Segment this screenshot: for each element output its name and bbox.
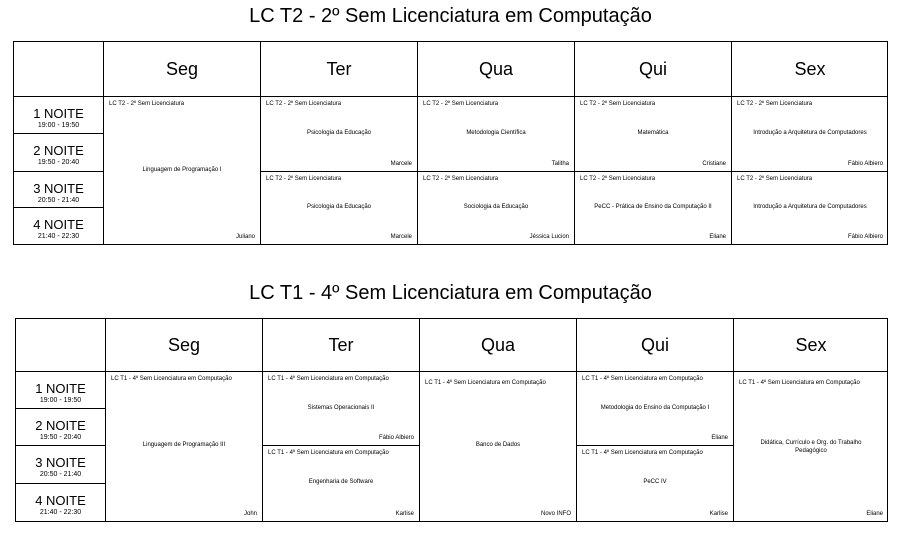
class-header: LC T1 - 4º Sem Licenciatura em Computação [268,450,389,456]
slot-label: 4 NOITE [35,493,86,508]
schedule-grid [13,41,888,245]
slot-label: 2 NOITE [33,143,84,158]
class-header: LC T2 - 2º Sem Licenciatura [266,101,342,107]
day-header-seg: Seg [104,42,261,97]
time-slot [14,172,104,208]
day-header-seg: Seg [106,319,263,372]
class-subject: Engenharia de Software [308,479,374,485]
class-block[interactable] [577,372,734,446]
slot-time: 20:50 - 21:40 [37,197,80,204]
time-slot [16,484,106,521]
slot-label: 1 NOITE [35,381,86,396]
class-header: LC T2 - 2º Sem Licenciatura [580,176,656,182]
class-block[interactable] [734,372,888,521]
class-subject: Matemática [637,130,669,136]
class-header: LC T2 - 2º Sem Licenciatura [737,176,813,182]
slot-label: 1 NOITE [33,106,84,121]
class-subject: Sociologia da Educação [463,204,529,210]
class-header: LC T1 - 4º Sem Licenciatura em Computação [268,376,389,382]
day-header-qua: Qua [418,42,575,97]
class-header: LC T2 - 2º Sem Licenciatura [580,101,656,107]
class-subject: Metodologia do Ensino da Computação I [600,405,710,411]
time-slot [16,446,106,484]
class-block[interactable] [106,372,263,521]
class-teacher: Cristiane [702,161,726,167]
time-slot [14,134,104,172]
class-teacher: Eliane [866,511,883,517]
class-header: LC T1 - 4º Sem Licenciatura em Computação [582,450,703,456]
slot-time: 21:40 - 22:30 [39,509,82,516]
class-header: LC T1 - 4º Sem Licenciatura em Computação [739,380,860,386]
slot-label: 3 NOITE [35,455,86,470]
class-subject: PeCC IV [643,479,667,485]
slot-time: 19:00 - 19:50 [37,122,80,129]
class-block[interactable] [577,446,734,521]
class-teacher: Talitha [551,161,569,167]
corner-cell [16,319,106,372]
class-subject: Banco de Dados [475,442,521,448]
day-header-qui: Qui [577,319,734,372]
slot-label: 4 NOITE [33,217,84,232]
class-block[interactable] [732,172,888,244]
class-subject: Sistemas Operacionais II [307,405,375,411]
class-teacher: Karlise [395,511,414,517]
schedule-grid [15,318,888,522]
class-header: LC T2 - 2º Sem Licenciatura [266,176,342,182]
class-block[interactable] [575,97,732,172]
schedule-title: LC T2 - 2º Sem Licenciatura em Computação [249,5,652,27]
class-teacher: Marcele [390,234,412,240]
class-teacher: Eliane [711,435,728,441]
class-teacher: Fábio Albiero [847,234,883,240]
slot-time: 20:50 - 21:40 [39,471,82,478]
slot-time: 19:50 - 20:40 [37,159,80,166]
day-header-sex: Sex [732,42,888,97]
slot-label: 3 NOITE [33,181,84,196]
class-teacher: Eliane [709,234,726,240]
class-block[interactable] [575,172,732,244]
day-header-sex: Sex [734,319,888,372]
class-teacher: Fábio Albiero [847,161,883,167]
day-header-ter: Ter [263,319,420,372]
class-teacher: Novo INFO [540,511,571,517]
slot-time: 21:40 - 22:30 [37,233,80,240]
class-block[interactable] [418,97,575,172]
class-subject: Linguagem de Programação III [142,442,226,448]
class-subject: Linguagem de Programação I [142,167,222,173]
day-header-ter: Ter [261,42,418,97]
slot-time: 19:00 - 19:50 [39,397,82,404]
class-block[interactable] [263,446,420,521]
time-slot [14,208,104,244]
day-header-qua: Qua [420,319,577,372]
class-subject: Didática, Currículo e Org. do Trabalho Pedagógico [760,440,862,454]
time-slot [16,409,106,446]
class-block[interactable] [732,97,888,172]
class-header: LC T2 - 2º Sem Licenciatura [423,101,499,107]
class-block[interactable] [418,172,575,244]
class-teacher: Juliano [235,234,255,240]
class-subject: PeCC - Prática de Ensino da Computação II [594,204,712,210]
schedule-title: LC T1 - 4º Sem Licenciatura em Computação [249,282,652,304]
class-block[interactable] [263,372,420,446]
slot-label: 2 NOITE [35,418,86,433]
class-subject: Psicologia da Educação [306,204,372,210]
class-block[interactable] [261,97,418,172]
class-subject: Psicologia da Educação [306,130,372,136]
class-teacher: John [243,511,257,517]
class-block[interactable] [104,97,261,244]
class-header: LC T2 - 2º Sem Licenciatura [737,101,813,107]
class-block[interactable] [261,172,418,244]
class-subject: Introdução a Arquitetura de Computadores [753,130,867,136]
class-header: LC T1 - 4º Sem Licenciatura em Computação [111,376,232,382]
time-slot [14,97,104,134]
class-teacher: Karlise [709,511,728,517]
class-header: LC T2 - 2º Sem Licenciatura [423,176,499,182]
class-teacher: Marcele [390,161,412,167]
class-subject: Metodologia Científica [466,130,526,136]
class-teacher: Fábio Albiero [378,435,414,441]
class-subject: Introdução a Arquitetura de Computadores [753,204,867,210]
day-header-qui: Qui [575,42,732,97]
class-header: LC T1 - 4º Sem Licenciatura em Computação [582,376,703,382]
slot-time: 19:50 - 20:40 [39,434,82,441]
class-teacher: Jéssica Lucion [529,234,569,240]
class-block[interactable] [420,372,577,521]
corner-cell [14,42,104,97]
class-header: LC T1 - 4º Sem Licenciatura em Computação [425,380,546,386]
class-header: LC T2 - 2º Sem Licenciatura [109,101,185,107]
time-slot [16,372,106,409]
